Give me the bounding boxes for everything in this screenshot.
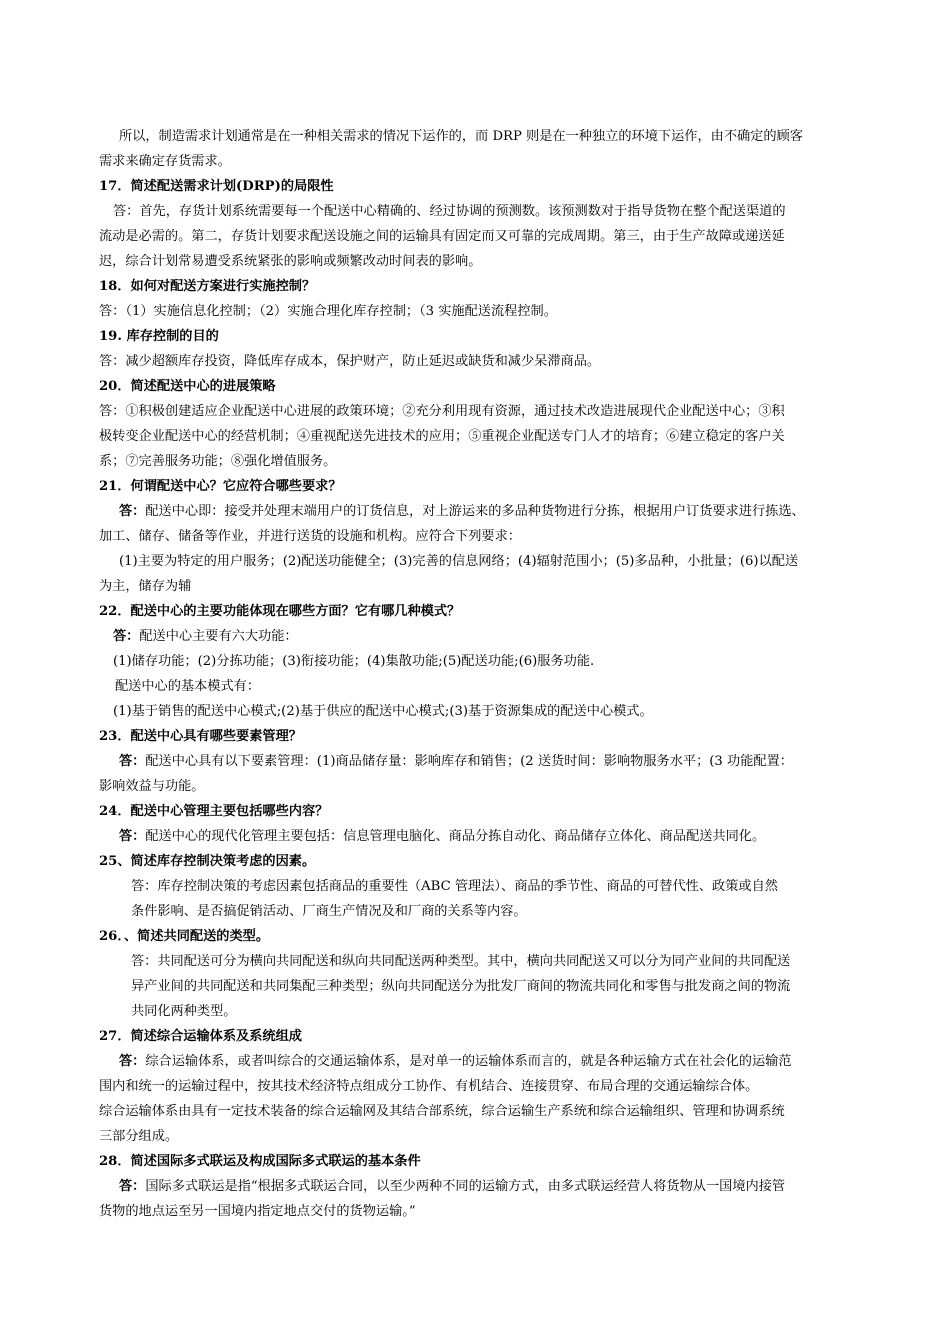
text-line — [99, 399, 855, 424]
line-text: 系；⑦完善服务功能；⑧强化增值服务。 — [99, 454, 337, 469]
answer-lead: 答： — [119, 1054, 146, 1069]
line-text: 配送中心具有以下要素管理：(1)商品储存量：影响库存和销售；(2 送货时间：影响物服务水平；(3 功能配置： — [145, 754, 793, 769]
line-text: 围内和统一的运输过程中，按其技术经济特点组成分工协作、有机结合、连接贯穿、布局合理的交通运输综合体。 — [99, 1079, 759, 1094]
line-text: 加工、储存、储备等作业，并进行送货的设施和机构。应符合下列要求： — [99, 529, 521, 544]
line-text: 20．简述配送中心的进展策略 — [99, 379, 276, 394]
question-heading — [99, 599, 855, 624]
question-heading — [99, 174, 855, 199]
line-text: 共同化两种类型。 — [131, 1004, 237, 1019]
text-line — [99, 349, 855, 374]
answer-lead: 答： — [119, 829, 146, 844]
text-line — [99, 124, 855, 149]
answer-lead: 答： — [119, 504, 146, 519]
line-text: 异产业间的共同配送和共同集配三种类型；纵向共同配送分为批发厂商间的物流共同化和零售与批发商之间的物流 — [131, 979, 791, 994]
question-heading — [99, 1149, 855, 1174]
line-text: 国际多式联运是指“根据多式联运合同，以至少两种不同的运输方式，由多式联运经营人将货物从一国境内接管 — [145, 1179, 786, 1194]
line-text: 27．简述综合运输体系及系统组成 — [99, 1029, 302, 1044]
line-text: (1)储存功能；(2)分拣功能；(3)衔接功能；(4)集散功能;(5)配送功能;(6)服务功能. — [113, 654, 595, 669]
text-line — [99, 249, 855, 274]
line-text: 22．配送中心的主要功能体现在哪些方面？它有哪几种模式？ — [99, 604, 461, 619]
text-line — [99, 449, 855, 474]
line-text: 23．配送中心具有哪些要素管理？ — [99, 729, 302, 744]
line-text: 三部分组成。 — [99, 1129, 179, 1144]
line-text: 24．配送中心管理主要包括哪些内容？ — [99, 804, 329, 819]
line-text: 配送中心的基本模式有： — [115, 679, 261, 694]
text-line — [99, 749, 855, 774]
line-text: 配送中心主要有六大功能： — [139, 629, 298, 644]
question-heading — [99, 924, 855, 949]
line-text: 17．简述配送需求计划(DRP)的局限性 — [99, 179, 334, 194]
line-text: 答：①积极创建适应企业配送中心进展的政策环境；②充分利用现有资源，通过技术改造进展现代企业配送中心；③积 — [99, 404, 785, 419]
line-text: 流动是必需的。第二，存货计划要求配送设施之间的运输具有固定而又可靠的完成周期。第三，由于生产故障或递送延 — [99, 229, 785, 244]
line-text: 迟，综合计划常易遭受系统紧张的影响或频繁改动时间表的影响。 — [99, 254, 482, 269]
line-text: 答：（1）实施信息化控制；（2）实施合理化库存控制；（3 实施配送流程控制。 — [99, 304, 557, 319]
question-heading — [99, 1024, 855, 1049]
question-heading — [99, 724, 855, 749]
text-line — [99, 574, 855, 599]
text-line — [99, 424, 855, 449]
line-text: 需求来确定存货需求。 — [99, 154, 231, 169]
line-text: 答：共同配送可分为横向共同配送和纵向共同配送两种类型。其中，横向共同配送又可以分为同产业间的共同配送 — [131, 954, 791, 969]
text-line — [99, 199, 855, 224]
text-line — [99, 874, 855, 899]
line-text: 配送中心的现代化管理主要包括：信息管理电脑化、商品分拣自动化、商品储存立体化、商品配送共同化。 — [145, 829, 766, 844]
line-text: 货物的地点运至另一国境内指定地点交付的货物运输。” — [99, 1204, 416, 1219]
line-text: 条件影响、是否搞促销活动、厂商生产情况及和厂商的关系等内容。 — [131, 904, 527, 919]
question-heading — [99, 274, 855, 299]
line-text: 配送中心即：接受并处理末端用户的订货信息，对上游运来的多品种货物进行分拣，根据用户订货要求进行拣选、 — [145, 504, 805, 519]
text-line — [99, 1199, 855, 1224]
text-line — [99, 624, 855, 649]
text-line — [99, 549, 855, 574]
line-text: 影响效益与功能。 — [99, 779, 205, 794]
answer-lead: 答： — [113, 629, 140, 644]
line-text: 28．简述国际多式联运及构成国际多式联运的基本条件 — [99, 1154, 421, 1169]
line-text: 答：减少超额库存投资，降低库存成本，保护财产，防止延迟或缺货和减少呆滞商品。 — [99, 354, 601, 369]
line-text: 综合运输体系由具有一定技术装备的综合运输网及其结合部系统，综合运输生产系统和综合运输组织、管理和协调系统 — [99, 1104, 785, 1119]
text-line — [99, 1049, 855, 1074]
line-text: 26．、简述共同配送的类型。 — [99, 929, 270, 944]
text-line — [99, 224, 855, 249]
text-line — [99, 1099, 855, 1124]
text-line — [99, 649, 855, 674]
text-line — [99, 299, 855, 324]
text-line — [99, 674, 855, 699]
text-line — [99, 1124, 855, 1149]
line-text: 综合运输体系，或者叫综合的交通运输体系，是对单一的运输体系而言的，就是各种运输方式在社会化的运输范 — [145, 1054, 792, 1069]
line-text: 极转变企业配送中心的经营机制；④重视配送先进技术的应用；⑤重视企业配送专门人才的培育；⑥建立稳定的客户关 — [99, 429, 785, 444]
line-text: 答：库存控制决策的考虑因素包括商品的重要性（ABC 管理法）、商品的季节性、商品的可替代性、政策或自然 — [131, 879, 778, 894]
text-line — [99, 949, 855, 974]
line-text: 答：首先，存货计划系统需要每一个配送中心精确的、经过协调的预测数。该预测数对于指导货物在整个配送渠道的 — [113, 204, 786, 219]
line-text: 18．如何对配送方案进行实施控制？ — [99, 279, 316, 294]
text-line — [99, 1174, 855, 1199]
question-heading — [99, 849, 855, 874]
line-text: 所以，制造需求计划通常是在一种相关需求的情况下运作的，而 DRP 则是在一种独立的环境下运作，由不确定的顾客 — [119, 129, 803, 144]
question-heading — [99, 324, 855, 349]
line-text: (1)基于销售的配送中心模式;(2)基于供应的配送中心模式;(3)基于资源集成的配送中心模式。 — [113, 704, 653, 719]
line-text: 19. 库存控制的目的 — [99, 329, 219, 344]
line-text: (1)主要为特定的用户服务；(2)配送功能健全；(3)完善的信息网络；(4)辐射范围小；(5)多品种，小批量；(6)以配送 — [119, 554, 799, 569]
text-line — [99, 524, 855, 549]
answer-lead: 答： — [119, 1179, 146, 1194]
question-heading — [99, 374, 855, 399]
document-page — [99, 124, 855, 1224]
text-line — [99, 699, 855, 724]
answer-lead: 答： — [119, 754, 146, 769]
text-line — [99, 999, 855, 1024]
text-line — [99, 974, 855, 999]
line-text: 25、简述库存控制决策考虑的因素。 — [99, 854, 316, 869]
line-text: 为主，储存为辅 — [99, 579, 192, 594]
text-line — [99, 774, 855, 799]
text-line — [99, 149, 855, 174]
line-text: 21．何谓配送中心？它应符合哪些要求？ — [99, 479, 342, 494]
question-heading — [99, 799, 855, 824]
text-line — [99, 824, 855, 849]
text-line — [99, 1074, 855, 1099]
text-line — [99, 899, 855, 924]
text-line — [99, 499, 855, 524]
question-heading — [99, 474, 855, 499]
